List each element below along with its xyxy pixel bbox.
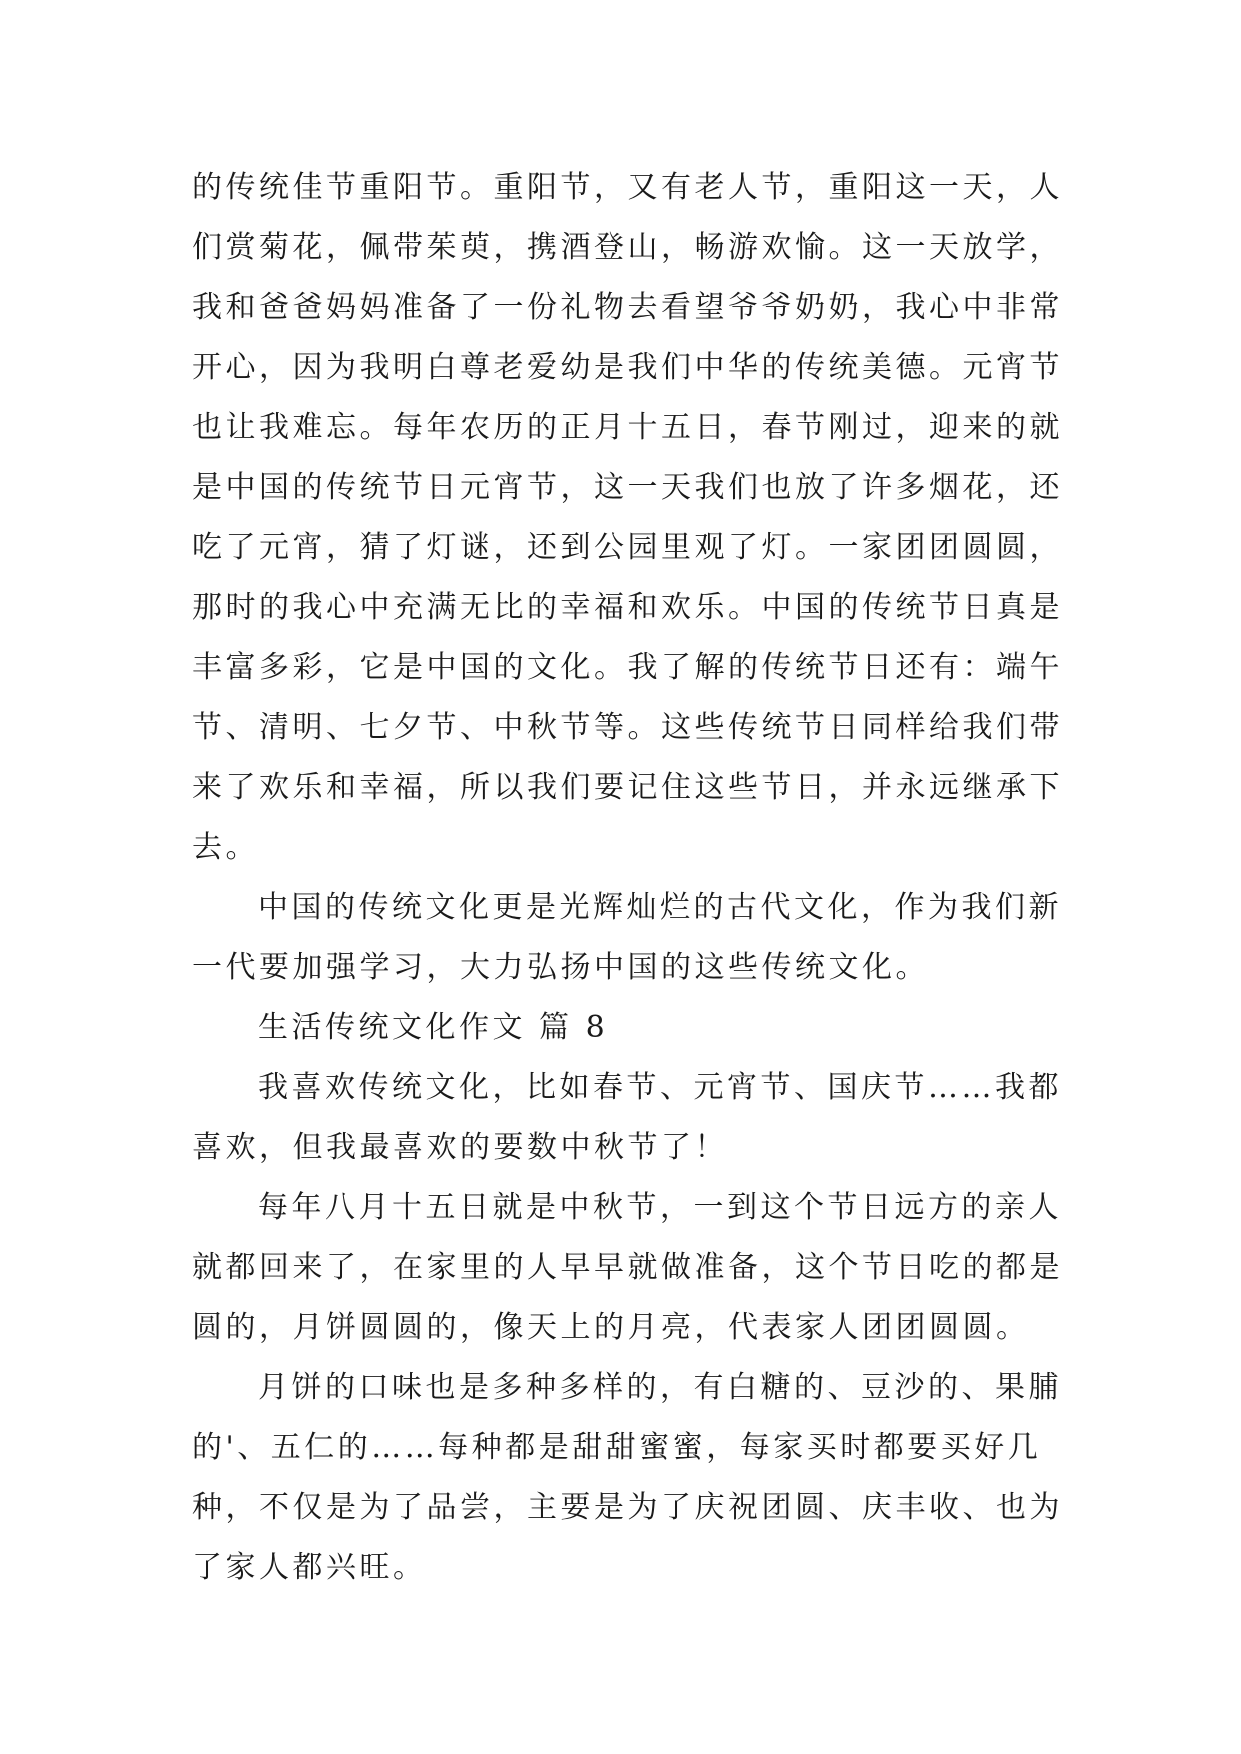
paragraph-mid-autumn	[192, 1178, 1062, 1358]
text-line: 月饼的口味也是多种多样的，有白糖的、豆沙的、果脯	[258, 1370, 1062, 1405]
text-line: 圆的，月饼圆圆的，像天上的月亮，代表家人团团圆圆。	[192, 1310, 1030, 1345]
section-heading	[192, 998, 1062, 1058]
text-line: 的传统佳节重阳节。重阳节，又有老人节，重阳这一天，人	[192, 170, 1063, 205]
text-line: 的'、五仁的……每种都是甜甜蜜蜜，每家买时都要买好几	[192, 1430, 1042, 1465]
text-line: 种，不仅是为了品尝，主要是为了庆祝团圆、庆丰收、也为	[192, 1490, 1063, 1525]
text-line: 我喜欢传统文化，比如春节、元宵节、国庆节……我都	[258, 1070, 1062, 1105]
text-line: 一代要加强学习，大力弘扬中国的这些传统文化。	[192, 950, 929, 985]
text-line: 节、清明、七夕节、中秋节等。这些传统节日同样给我们带	[192, 710, 1063, 745]
text-line: 们赏菊花，佩带茱萸，携酒登山，畅游欢愉。这一天放学，	[192, 230, 1063, 265]
text-line: 是中国的传统节日元宵节，这一天我们也放了许多烟花，还	[192, 470, 1063, 505]
text-line: 我和爸爸妈妈准备了一份礼物去看望爷爷奶奶，我心中非常	[192, 290, 1063, 325]
text-line: 也让我难忘。每年农历的正月十五日，春节刚过，迎来的就	[192, 410, 1063, 445]
text-line: 丰富多彩，它是中国的文化。我了解的传统节日还有：端午	[192, 650, 1063, 685]
text-line: 就都回来了，在家里的人早早就做准备，这个节日吃的都是	[192, 1250, 1063, 1285]
text-line: 喜欢，但我最喜欢的要数中秋节了！	[192, 1130, 728, 1165]
paragraph-mooncake	[192, 1358, 1062, 1598]
text-line: 那时的我心中充满无比的幸福和欢乐。中国的传统节日真是	[192, 590, 1063, 625]
text-line: 开心，因为我明白尊老爱幼是我们中华的传统美德。元宵节	[192, 350, 1063, 385]
paragraph-intro	[192, 1058, 1062, 1178]
text-line: 去。	[192, 830, 259, 865]
heading-line: 生活传统文化作文 篇 8	[258, 1010, 609, 1045]
document-body	[192, 158, 1062, 1598]
text-line: 了家人都兴旺。	[192, 1550, 427, 1585]
text-line: 每年八月十五日就是中秋节，一到这个节日远方的亲人	[258, 1190, 1062, 1225]
text-line: 来了欢乐和幸福，所以我们要记住这些节日，并永远继承下	[192, 770, 1063, 805]
paragraph-conclusion	[192, 878, 1062, 998]
paragraph-continued	[192, 158, 1062, 878]
text-line: 中国的传统文化更是光辉灿烂的古代文化，作为我们新	[258, 890, 1062, 925]
text-line: 吃了元宵，猜了灯谜，还到公园里观了灯。一家团团圆圆，	[192, 530, 1063, 565]
